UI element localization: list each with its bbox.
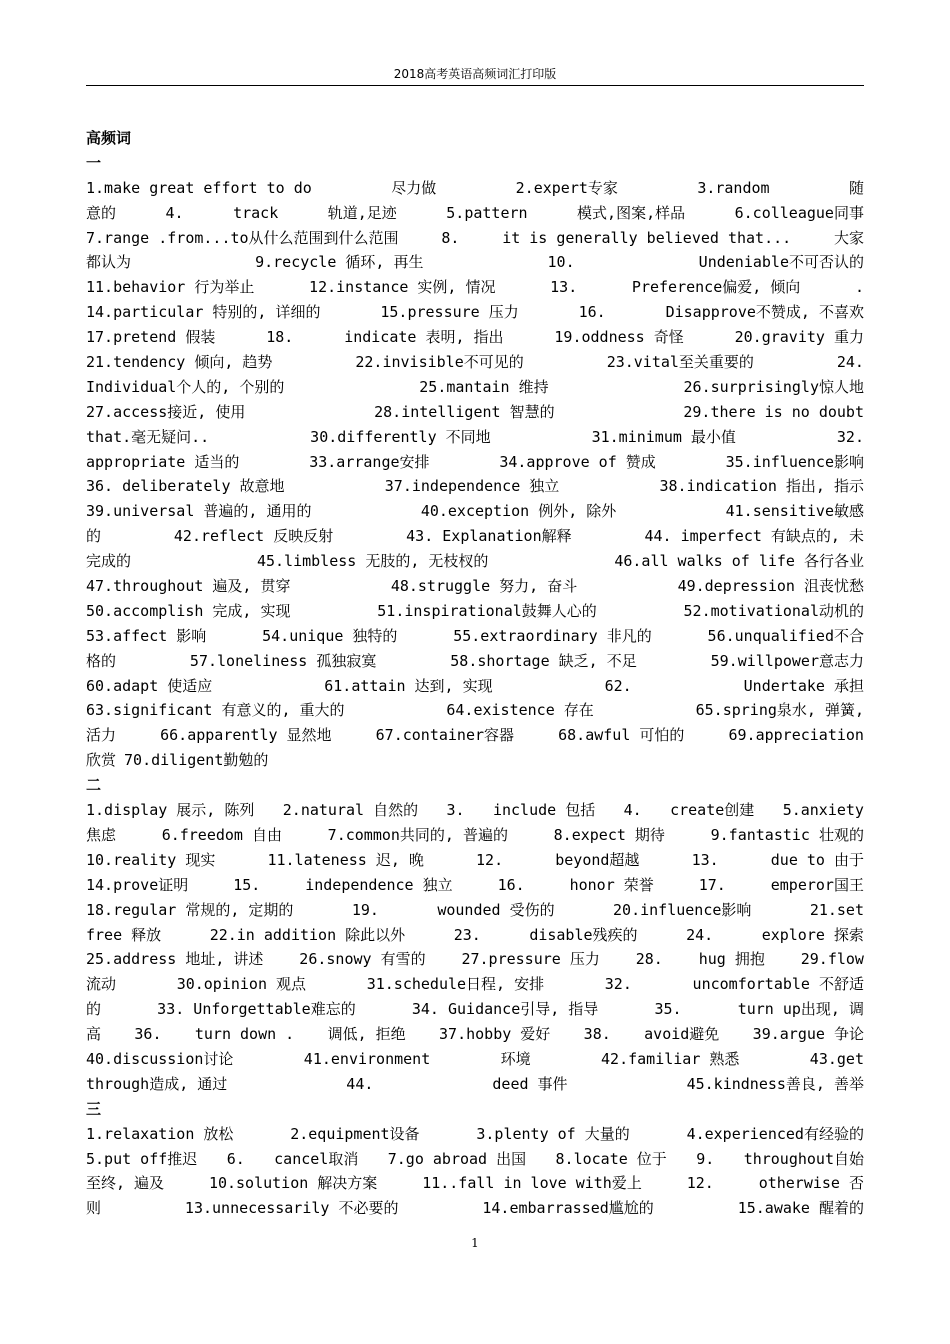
vocab-entry: 41.environment [303, 1049, 431, 1068]
vocab-entry: 27.pressure 压力 [461, 950, 600, 969]
vocab-entry: 10.solution 解决方案 [208, 1174, 378, 1193]
vocab-entry: 44. imperfect 有缺点的, 未 [644, 527, 864, 546]
vocab-entry: Undertake 承担 [743, 676, 864, 695]
vocab-entry: beyond超越 [555, 850, 640, 869]
vocab-entry: hug 拥抱 [698, 950, 765, 969]
vocab-line [86, 947, 864, 972]
vocab-entry: 56.unqualified不合 [707, 626, 864, 645]
vocab-entry: 59.willpower意志力 [710, 651, 864, 670]
vocab-entry: 29.flow [800, 950, 864, 969]
vocab-entry: 40.exception 例外, 除外 [420, 502, 617, 521]
vocab-entry: 11..fall in love with爱上 [422, 1174, 642, 1193]
vocab-entry: 20.influence影响 [613, 900, 752, 919]
vocab-line [86, 325, 864, 350]
vocab-line [86, 848, 864, 873]
vocab-entry: 13. [550, 278, 578, 297]
vocab-entry: 9.recycle 循环, 再生 [255, 253, 424, 272]
vocab-entry: 58.shortage 缺乏, 不足 [450, 651, 637, 670]
vocab-entry: 33. Unforgettable难忘的 [157, 1000, 356, 1019]
vocab-entry: 54.unique 独特的 [262, 626, 398, 645]
vocab-entry: 22.in addition 除此以外 [209, 925, 406, 944]
vocab-entry: 2.equipment设备 [290, 1124, 420, 1143]
vocab-entry: 42.familiar 熟悉 [601, 1049, 740, 1068]
header-rule [86, 85, 864, 86]
vocab-entry: 4. [165, 203, 184, 222]
vocab-entry: 17. [698, 875, 726, 894]
vocab-entry: 24. [836, 353, 864, 372]
vocab-entry: 23. [453, 925, 481, 944]
vocab-entry: 11.lateness 迟, 晚 [267, 850, 424, 869]
vocab-entry: 至终, 遍及 [86, 1174, 165, 1193]
vocab-entry: explore 探索 [761, 925, 864, 944]
vocab-entry: 64.existence 存在 [446, 701, 594, 720]
vocab-entry: 37.hobby 爱好 [439, 1025, 551, 1044]
vocab-entry: Disapprove不赞成, 不喜欢 [665, 303, 864, 322]
vocab-line [86, 474, 864, 499]
vocab-entry: 15.awake 醒着的 [737, 1199, 864, 1218]
vocab-entry: 63.significant 有意义的, 重大的 [86, 701, 345, 720]
vocab-entry: 3.random [697, 178, 770, 197]
vocab-entry: Individual个人的, 个别的 [86, 377, 285, 396]
vocab-line [86, 599, 864, 624]
vocab-entry: 19.oddness 奇怪 [554, 328, 684, 347]
vocab-line [86, 748, 864, 773]
vocab-line [86, 176, 864, 201]
vocab-entry: 34.approve of 赞成 [499, 452, 656, 471]
vocab-line [86, 400, 864, 425]
vocab-entry: 轨道,足迹 [327, 203, 397, 222]
vocab-entry: 14.particular 特别的, 详细的 [86, 303, 321, 322]
vocab-entry: 66.apparently 显然地 [160, 726, 332, 745]
vocab-line [86, 698, 864, 723]
vocab-entry: 45.kindness善良, 善举 [686, 1074, 864, 1093]
vocab-entry: 46.all walks of life 各行各业 [614, 552, 864, 571]
vocab-entry: that.毫无疑问.. [86, 427, 210, 446]
vocab-entry: avoid避免 [644, 1025, 720, 1044]
vocab-entry: 20.gravity 重力 [734, 328, 864, 347]
vocab-entry: throughout自始 [743, 1149, 864, 1168]
vocab-entry: turn up出现, 调 [737, 1000, 864, 1019]
vocab-line [86, 997, 864, 1022]
vocab-entry: 36. [134, 1025, 162, 1044]
vocab-entry: 67.container容器 [375, 726, 515, 745]
vocab-entry: 尽力做 [391, 178, 437, 197]
vocab-entry: 39.universal 普遍的, 通用的 [86, 502, 312, 521]
vocab-entry: 29.there is no doubt [683, 402, 864, 421]
vocab-entry: 61.attain 达到, 实现 [324, 676, 493, 695]
vocab-entry: disable残疾的 [529, 925, 638, 944]
vocab-entry: 70.diligent勤勉的 [124, 751, 269, 770]
vocab-entry: 31.schedule日程, 安排 [366, 975, 545, 994]
vocab-entry: 的 [86, 527, 102, 546]
vocab-entry: 15.pressure 压力 [380, 303, 519, 322]
vocab-entry: 流动 [86, 975, 117, 994]
vocab-entry: 11.behavior 行为举止 [86, 278, 255, 297]
vocab-line [86, 723, 864, 748]
vocab-entry: 10. [547, 253, 575, 272]
vocab-entry: 4. [623, 801, 642, 820]
vocab-entry: 68.awful 可怕的 [558, 726, 685, 745]
vocab-entry: 1.make great effort to do [86, 178, 312, 197]
vocab-entry: 模式,图案,样品 [577, 203, 686, 222]
vocab-entry: 4.experienced有经验的 [686, 1124, 864, 1143]
vocab-entry: 69.appreciation [728, 726, 864, 745]
vocab-entry: 45.limbless 无肢的, 无枝杈的 [256, 552, 489, 571]
vocab-line [86, 549, 864, 574]
vocab-entry: 欣赏 [86, 751, 117, 770]
vocab-entry: 23.vital至关重要的 [606, 353, 754, 372]
document-body [86, 126, 864, 1221]
vocab-entry: 13.unnecessarily 不必要的 [184, 1199, 399, 1218]
vocab-entry: 35.influence影响 [725, 452, 864, 471]
vocab-line [86, 250, 864, 275]
vocab-entry: 33.arrange安排 [309, 452, 430, 471]
vocab-entry: 62. [604, 676, 632, 695]
vocab-entry: 27.access接近, 使用 [86, 402, 246, 421]
vocab-entry: 随 [848, 178, 864, 197]
vocab-line [86, 275, 864, 300]
vocab-entry: 完成的 [86, 552, 132, 571]
vocab-entry: turn down . [194, 1025, 295, 1044]
vocab-entry: 调低, 拒绝 [327, 1025, 406, 1044]
vocab-entry: 12. [686, 1174, 714, 1193]
vocab-entry: 14.embarrassed尴尬的 [482, 1199, 654, 1218]
vocab-entry: 32. [836, 427, 864, 446]
vocab-entry: independence 独立 [305, 875, 453, 894]
vocab-line [86, 1196, 864, 1221]
vocab-entry: appropriate 适当的 [86, 452, 240, 471]
vocab-entry: 7.range .from...to从什么范围到什么范围 [86, 228, 399, 247]
vocab-line [86, 1072, 864, 1097]
vocab-line [86, 649, 864, 674]
vocab-entry: 51.inspirational鼓舞人心的 [377, 601, 597, 620]
section-title: 二 [86, 776, 102, 795]
vocab-line [86, 923, 864, 948]
vocab-entry: 12.instance 实例, 情况 [309, 278, 496, 297]
vocab-entry: 28. [635, 950, 663, 969]
vocab-line [86, 1122, 864, 1147]
vocab-entry: indicate 表明, 指出 [344, 328, 504, 347]
page-header: 2018高考英语高频词汇打印版 [393, 67, 557, 81]
vocab-entry: 1.relaxation 放松 [86, 1124, 234, 1143]
vocab-entry: 25.mantain 维持 [419, 377, 549, 396]
vocab-entry: 52.motivational动机的 [683, 601, 864, 620]
vocab-entry: 65.spring泉水, 弹簧, [695, 701, 864, 720]
vocab-entry: track [233, 203, 279, 222]
vocab-line [86, 375, 864, 400]
vocab-line [86, 1047, 864, 1072]
vocab-entry: 都认为 [86, 253, 132, 272]
vocab-entry: 30.differently 不同地 [310, 427, 491, 446]
vocab-entry: 42.reflect 反映反射 [173, 527, 334, 546]
vocab-line [86, 524, 864, 549]
vocab-line [86, 823, 864, 848]
vocab-entry: cancel取消 [274, 1149, 359, 1168]
vocab-line [86, 450, 864, 475]
vocab-entry: emperor国王 [770, 875, 864, 894]
vocab-entry: 39.argue 争论 [752, 1025, 864, 1044]
intro-title: 高频词 [86, 129, 132, 147]
vocab-entry: due to 由于 [770, 850, 864, 869]
vocab-entry: through造成, 通过 [86, 1074, 228, 1093]
vocab-entry: 格的 [86, 651, 117, 670]
vocab-entry: it is generally believed that... [502, 228, 792, 247]
vocab-line [86, 574, 864, 599]
vocab-entry: 3.plenty of 大量的 [476, 1124, 630, 1143]
vocab-entry: 18.regular 常规的, 定期的 [86, 900, 294, 919]
vocab-line [86, 201, 864, 226]
vocab-line [86, 350, 864, 375]
vocab-entry: 26.surprisingly惊人地 [683, 377, 864, 396]
vocab-line [86, 674, 864, 699]
vocab-entry: 5.pattern [446, 203, 528, 222]
vocab-entry: 60.adapt 使适应 [86, 676, 213, 695]
vocab-line [86, 898, 864, 923]
vocab-entry: 26.snowy 有雪的 [299, 950, 426, 969]
vocab-entry: Preference偏爱, 倾向 [631, 278, 801, 297]
vocab-entry: 7.common共同的, 普遍的 [327, 825, 508, 844]
vocab-entry: 22.invisible不可见的 [355, 353, 524, 372]
vocab-entry: 49.depression 沮丧忧愁 [677, 577, 864, 596]
vocab-entry: 35. [654, 1000, 682, 1019]
vocab-line [86, 624, 864, 649]
vocab-entry: 50.accomplish 完成, 实现 [86, 601, 291, 620]
vocab-entry: 3. [446, 801, 465, 820]
vocab-line [86, 873, 864, 898]
vocab-entry: 5.put off推迟 [86, 1149, 198, 1168]
vocab-line [86, 425, 864, 450]
vocab-line [86, 1147, 864, 1172]
vocab-entry: 8.expect 期待 [553, 825, 665, 844]
vocab-entry: Undeniable不可否认的 [698, 253, 864, 272]
vocab-entry: 2.expert专家 [515, 178, 618, 197]
vocab-line [86, 798, 864, 823]
vocab-entry: 10.reality 现实 [86, 850, 216, 869]
vocab-entry: 19. [351, 900, 379, 919]
vocab-entry: 17.pretend 假装 [86, 328, 216, 347]
vocab-entry: 则 [86, 1199, 102, 1218]
vocabulary-sections [86, 151, 864, 1221]
vocab-line [86, 499, 864, 524]
vocab-entry: 12. [476, 850, 504, 869]
vocab-entry: honor 荣誉 [569, 875, 654, 894]
vocab-entry: 5.anxiety [782, 801, 864, 820]
vocab-entry: 21.tendency 倾向, 趋势 [86, 353, 273, 372]
vocab-line [86, 1171, 864, 1196]
vocab-entry: 14.prove证明 [86, 875, 189, 894]
vocab-entry: create创建 [670, 801, 755, 820]
vocab-entry: 44. [346, 1074, 374, 1093]
vocab-entry: . [854, 278, 864, 297]
vocab-entry: include 包括 [492, 801, 596, 820]
section-title: 三 [86, 1099, 102, 1118]
vocab-entry: 38. [583, 1025, 611, 1044]
vocab-line [86, 1022, 864, 1047]
vocab-entry: wounded 受伤的 [437, 900, 555, 919]
vocab-entry: 24. [686, 925, 714, 944]
vocab-entry: 53.affect 影响 [86, 626, 207, 645]
vocab-line [86, 226, 864, 251]
vocab-entry: 30.opinion 观点 [176, 975, 307, 994]
vocab-entry: 40.discussion讨论 [86, 1049, 234, 1068]
vocab-entry: 6. [226, 1149, 245, 1168]
vocab-entry: 25.address 地址, 讲述 [86, 950, 264, 969]
section-title: 一 [86, 153, 102, 172]
vocab-entry: 43.get [809, 1049, 864, 1068]
vocab-entry: 大家 [833, 228, 864, 247]
vocab-entry: 47.throughout 遍及, 贯穿 [86, 577, 291, 596]
vocab-entry: 32. [604, 975, 632, 994]
vocab-entry: 8. [441, 228, 460, 247]
vocab-entry: 38.indication 指出, 指示 [659, 477, 864, 496]
vocab-line [86, 972, 864, 997]
vocab-entry: 的 [86, 1000, 102, 1019]
vocab-entry: 36. deliberately 故意地 [86, 477, 285, 496]
vocab-entry: deed 事件 [492, 1074, 568, 1093]
vocab-entry: 57.loneliness 孤独寂寞 [189, 651, 377, 670]
page-number: 1 [471, 1236, 479, 1250]
vocab-entry: 9.fantastic 壮观的 [710, 825, 864, 844]
vocab-entry: 2.natural 自然的 [282, 801, 419, 820]
vocab-entry: 28.intelligent 智慧的 [374, 402, 555, 421]
vocab-entry: 21.set [809, 900, 864, 919]
vocab-entry: 16. [497, 875, 525, 894]
vocab-entry: 16. [578, 303, 606, 322]
vocab-entry: 13. [691, 850, 719, 869]
vocab-entry: uncomfortable 不舒适 [692, 975, 864, 994]
vocab-entry: 6.colleague同事 [734, 203, 864, 222]
vocab-entry: 18. [266, 328, 294, 347]
vocab-entry: 环境 [500, 1049, 531, 1068]
vocab-entry: 41.sensitive敏感 [725, 502, 864, 521]
vocab-entry: 1.display 展示, 陈列 [86, 801, 255, 820]
vocab-entry: 7.go abroad 出国 [387, 1149, 527, 1168]
vocab-entry: free 释放 [86, 925, 162, 944]
vocab-entry: 活力 [86, 726, 117, 745]
vocab-entry: 37.independence 独立 [384, 477, 560, 496]
vocab-entry: 55.extraordinary 非凡的 [453, 626, 652, 645]
vocab-entry: otherwise 否 [758, 1174, 864, 1193]
vocab-entry: 43. Explanation解释 [406, 527, 572, 546]
vocab-entry: 15. [233, 875, 261, 894]
vocab-entry: 48.struggle 努力, 奋斗 [390, 577, 578, 596]
vocab-entry: 6.freedom 自由 [161, 825, 282, 844]
vocab-line [86, 300, 864, 325]
vocab-entry: 34. Guidance引导, 指导 [411, 1000, 599, 1019]
vocab-entry: 31.minimum 最小值 [591, 427, 736, 446]
vocab-entry: 焦虑 [86, 825, 117, 844]
vocab-entry: 高 [86, 1025, 102, 1044]
vocab-entry: 9. [696, 1149, 715, 1168]
vocab-entry: 8.locate 位于 [555, 1149, 667, 1168]
vocab-entry: 意的 [86, 203, 117, 222]
